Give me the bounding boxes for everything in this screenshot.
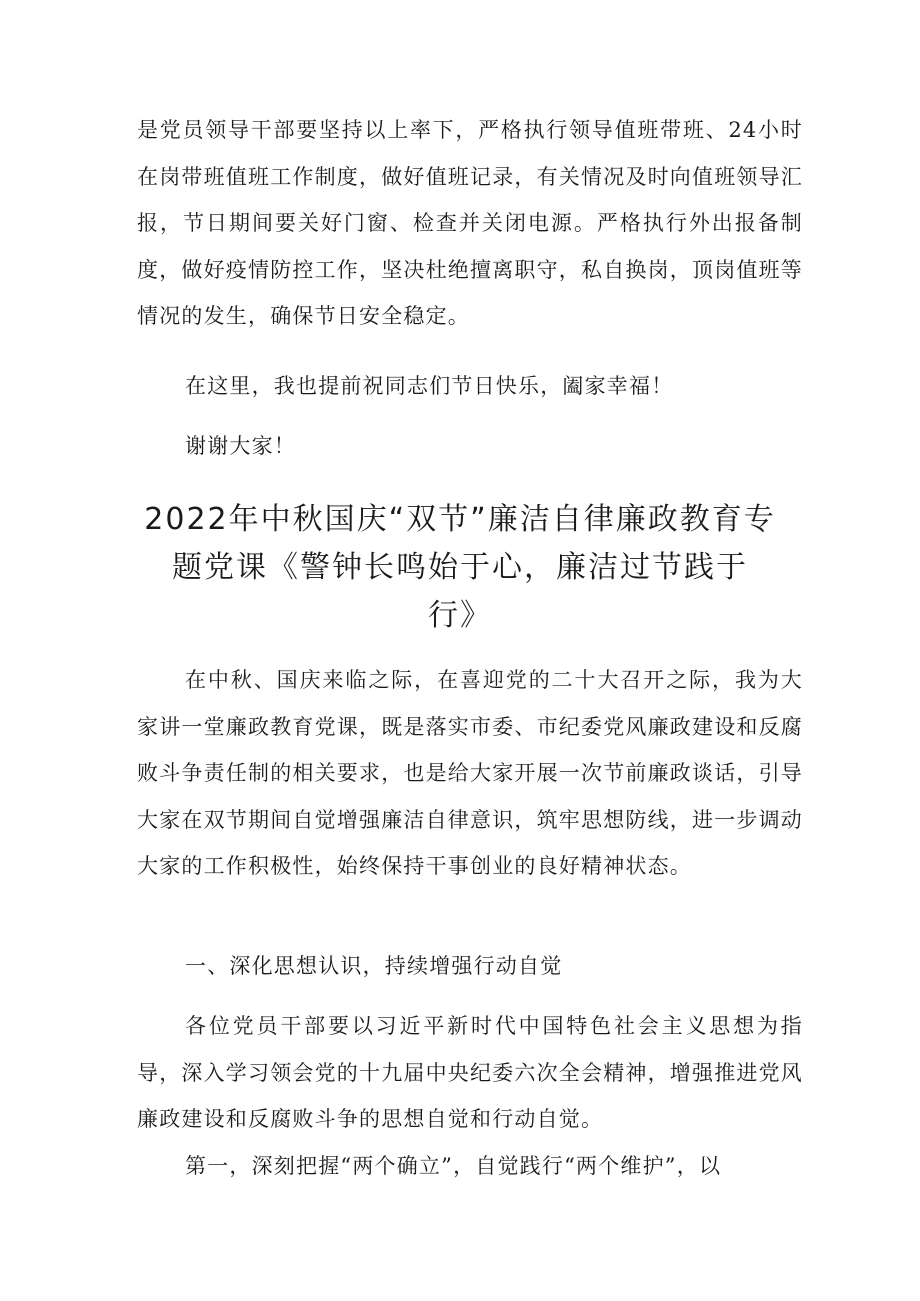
section-heading-one: 一、深化思想认识，持续增强行动自觉 (185, 954, 563, 978)
title-line-1: 2022年中秋国庆“双节”廉洁自律廉政教育专 (144, 502, 776, 537)
title-line-2: 题党课《警钟长鸣始于心，廉洁过节践于 (172, 550, 748, 585)
title-line-3: 行》 (428, 598, 492, 633)
paragraph-holiday-wishes: 在这里，我也提前祝同志们节日快乐，阖家幸福！ (185, 374, 674, 398)
paragraph-first-point: 第一，深刻把握“两个确立”，自觉践行“两个维护”，以 (185, 1154, 722, 1178)
paragraph-study-guidance: 各位党员干部要以习近平新时代中国特色社会主义思想为指导，深入学习领会党的十九届中央纪委六次全会精神，增强推进党风廉政建设和反腐败斗争的思想自觉和行动自觉。 (137, 1014, 803, 1131)
paragraph-intro: 在中秋、国庆来临之际，在喜迎党的二十大召开之际，我为大家讲一堂廉政教育党课，既是落实市委、市纪委党风廉政建设和反腐败斗争责任制的相关要求，也是给大家开展一次节前廉政谈话，引导大家在双节期间自觉增强廉洁自律意识，筑牢思想防线，进一步调动大家的工作积极性，始终保持干事创业的良好精神状态。 (137, 668, 803, 878)
article-title (120, 496, 800, 640)
paragraph-duty-rules: 是党员领导干部要坚持以上率下，严格执行领导值班带班、24小时在岗带班值班工作制度，做好值班记录，有关情况及时向值班领导汇报，节日期间要关好门窗、检查并关闭电源。严格执行外出报备制度，做好疫情防控工作，坚决杜绝擅离职守，私自换岗，顶岗值班等情况的发生，确保节日安全稳定。 (137, 118, 803, 328)
paragraph-thanks: 谢谢大家！ (185, 434, 296, 458)
